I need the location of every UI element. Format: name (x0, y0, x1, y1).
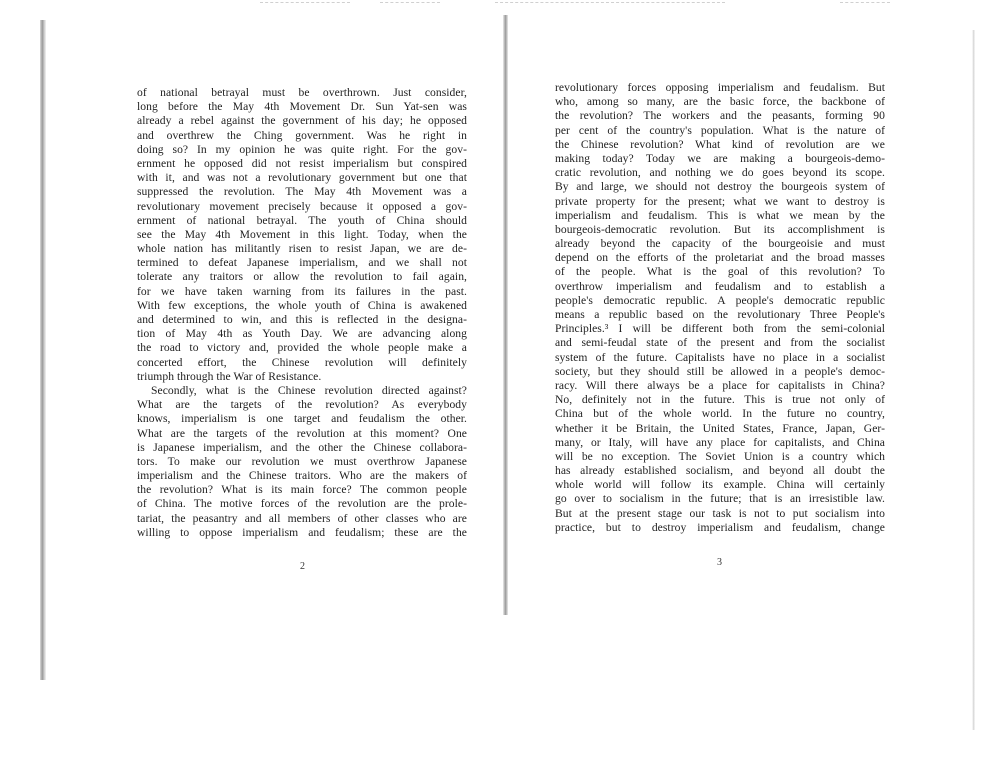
text-line: and overthrew the Ching government. Was he right in (137, 128, 467, 142)
text-line: But at the present stage our task is not to put socialism into (555, 506, 885, 520)
text-line: What are the targets of the revolution? As everybody (137, 398, 467, 412)
text-line: China but of the whole world. In the future no country, (555, 407, 885, 421)
text-line: revolutionary forces opposing imperialism and feudalism. But (555, 81, 885, 94)
text-line: the Chinese revolution? What kind of revolution are we (555, 137, 885, 151)
text-line: imperialism and feudalism. This is what we mean by the (555, 208, 885, 222)
text-line: see the May 4th Movement in this light. Today, when the (137, 227, 467, 241)
page-number: 2 (300, 561, 305, 572)
text-line: tariat, the peasantry and all members of other classes who are (137, 511, 467, 525)
text-line: already beyond the capacity of the bourgeoisie and must (555, 237, 885, 251)
text-line: people's democratic republic. A people's democratic republic (555, 293, 885, 307)
text-line: go over to socialism in the future; that is an irresistible law. (555, 492, 885, 506)
text-line: making today? Today we are making a bourgeois-demo- (555, 151, 885, 165)
text-line: Secondly, what is the Chinese revolution directed against? (151, 383, 467, 397)
text-line: private property for the present; what we want to destroy is (555, 194, 885, 208)
text-line: Principles.³ I will be different both from the semi-colonial (555, 322, 885, 336)
text-line: and determined to win, and this is reflected in the designa- (137, 313, 467, 326)
page-number: 3 (717, 557, 722, 568)
text-line: system of the future. Capitalists have no place in a socialist (555, 350, 885, 364)
text-line: racy. Will there always be a place for capitalists in China? (555, 378, 885, 392)
text-line: means a republic based on the revolutionary Three People's (555, 308, 885, 321)
text-line: ernment of national betrayal. The youth of China should (137, 213, 467, 227)
text-line: with it, and was not a revolutionary government but one that (137, 171, 467, 185)
text-line: depend on the efforts of the proletariat and the broad masses (555, 251, 885, 265)
text-line: suppressed the revolution. The May 4th Movement was a (137, 185, 467, 199)
text-line: By and large, we should not destroy the bourgeois system of (555, 180, 885, 194)
text-line: of the people. What is the goal of this revolution? To (555, 265, 885, 279)
text-line: ernment he opposed did not resist imperialism but conspired (137, 156, 467, 170)
text-line: concerted effort, the Chinese revolution will definitely (137, 355, 467, 369)
text-line: knows, imperialism is one target and feudalism the other. (137, 412, 467, 426)
text-line: No, definitely not in the future. This is true not only of (555, 393, 885, 407)
text-line: What are the targets of the revolution at this moment? One (137, 426, 467, 440)
text-line: the revolution? The workers and the peasants, forming 90 (555, 109, 885, 123)
text-line: the revolution? What is its main force? The common people (137, 483, 467, 497)
text-line: society, but they should still be allowed in a people's democ- (555, 364, 885, 378)
text-line: whole world will follow its example. China will certainly (555, 478, 885, 492)
text-line: for we have taken warning from its failures in the past. (137, 284, 467, 298)
text-line: will be no exception. The Soviet Union is a country which (555, 449, 885, 463)
text-line: already a rebel against the government of his day; he opposed (137, 114, 467, 128)
text-line: tion of May 4th as Youth Day. We are advancing along (137, 327, 467, 341)
text-line: of national betrayal must be overthrown. Just consider, (137, 86, 467, 99)
text-line: whole nation has militantly risen to resist Japan, we are de- (137, 242, 467, 256)
text-line: triumph through the War of Resistance. (137, 369, 322, 383)
text-line: termined to defeat Japanese imperialism, and we shall not (137, 256, 467, 270)
right-page-text (555, 81, 885, 535)
text-line: of China. The motive forces of the revolution are the prole- (137, 497, 467, 511)
text-line: revolutionary movement precisely because it opposed a gov- (137, 199, 467, 213)
text-line: With few exceptions, the whole youth of China is awakened (137, 298, 467, 312)
text-line: practice, but to destroy imperialism and feudalism, change (555, 520, 885, 534)
text-line: per cent of the country's population. What is the nature of (555, 123, 885, 137)
left-page-text (137, 86, 467, 540)
text-line: who, among so many, are the basic force, the backbone of (555, 95, 885, 109)
text-line: the road to victory and, provided the whole people make a (137, 341, 467, 355)
text-line: tors. To make our revolution we must overthrow Japanese (137, 454, 467, 468)
text-line: willing to oppose imperialism and feudalism; these are the (137, 525, 467, 539)
text-line: whether it be Britain, the United States, France, Japan, Ger- (555, 421, 885, 435)
text-line: bourgeois-democratic revolution. But its accomplishment is (555, 222, 885, 236)
text-line: is Japanese imperialism, and the other the Chinese collabora- (137, 440, 467, 454)
text-line: long before the May 4th Movement Dr. Sun Yat-sen was (137, 100, 467, 114)
text-line: and semi-feudal state of the present and from the socialist (555, 336, 885, 350)
text-line: many, or Italy, will have any place for capitalists, and China (555, 435, 885, 449)
right-page (500, 0, 990, 763)
text-line: overthrow imperialism and feudalism and to establish a (555, 279, 885, 293)
text-line: tolerate any traitors or allow the revolution to fail again, (137, 270, 467, 284)
text-line: doing so? In my opinion he was quite right. For the gov- (137, 142, 467, 156)
text-line: cratic revolution, and nothing we do goes beyond its scope. (555, 166, 885, 180)
text-line: imperialism and the Chinese traitors. Who are the makers of (137, 469, 467, 483)
text-line: has already established socialism, and beyond all doubt the (555, 464, 885, 478)
